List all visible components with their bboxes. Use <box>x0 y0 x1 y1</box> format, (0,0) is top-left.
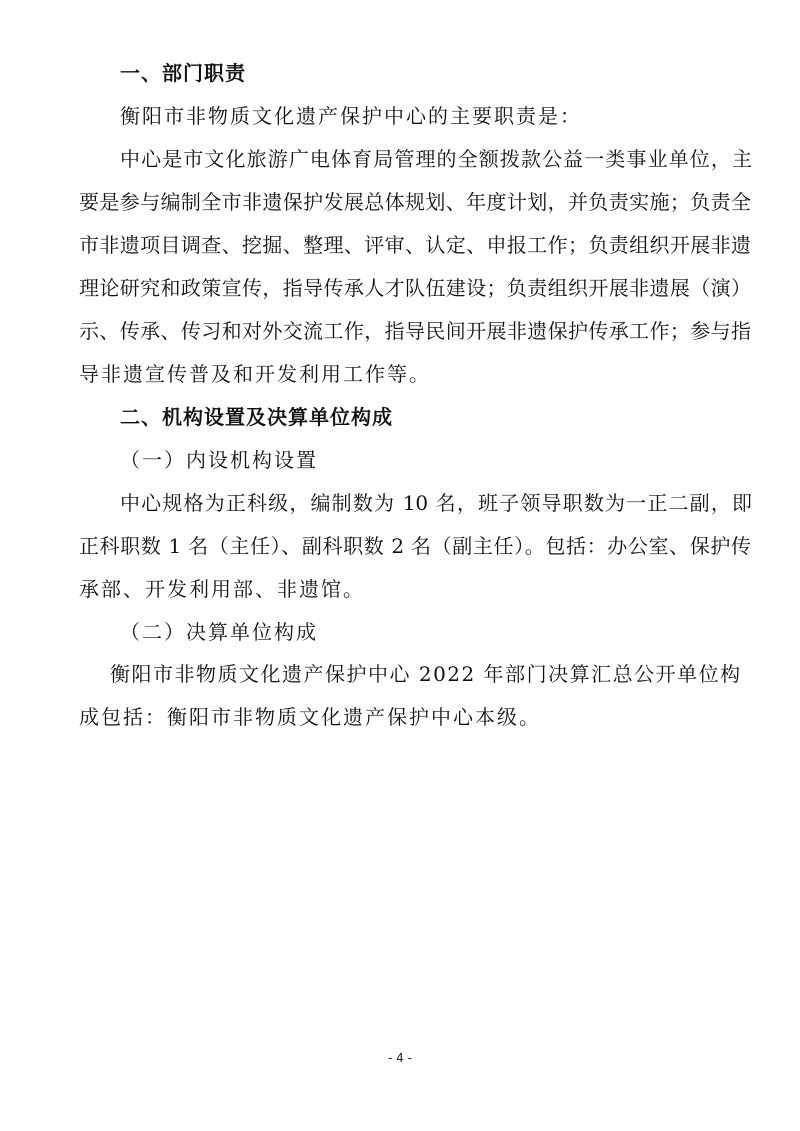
section2-sub1-line-1: 中心规格为正科级，编制数为 10 名，班子领导职数为一正二副，即 <box>120 491 752 515</box>
section2-sub1-line-2: 正科职数 1 名（主任）、副科职数 2 名（副主任）。包括：办公室、保护传 <box>79 534 751 558</box>
section2-heading: 二、机构设置及决算单位构成 <box>120 405 393 429</box>
section1-line-3: 市非遗项目调查、挖掘、整理、评审、认定、申报工作；负责组织开展非遗 <box>79 233 751 257</box>
section1-line-2: 要是参与编制全市非遗保护发展总体规划、年度计划，并负责实施；负责全 <box>79 190 751 214</box>
section1-heading: 一、部门职责 <box>120 61 246 85</box>
section2-sub1-title: （一）内设机构设置 <box>120 448 318 472</box>
section1-line-1: 中心是市文化旅游广电体育局管理的全额拨款公益一类事业单位，主 <box>120 147 752 171</box>
section2-sub2-line-1: 衡阳市非物质文化遗产保护中心 2022 年部门决算汇总公开单位构 <box>110 662 742 686</box>
section2-sub2-line-2: 成包括：衡阳市非物质文化遗产保护中心本级。 <box>79 705 541 729</box>
section2-sub2-title: （二）决算单位构成 <box>120 620 318 644</box>
page-number: - 4 - <box>388 1051 412 1065</box>
section1-line-5: 示、传承、传习和对外交流工作，指导民间开展非遗保护传承工作；参与指 <box>79 319 751 343</box>
section1-intro: 衡阳市非物质文化遗产保护中心的主要职责是： <box>120 104 582 128</box>
section2-sub1-line-3: 承部、开发利用部、非遗馆。 <box>79 577 365 601</box>
section1-line-6: 导非遗宣传普及和开发利用工作等。 <box>79 362 431 386</box>
section1-line-4: 理论研究和政策宣传，指导传承人才队伍建设；负责组织开展非遗展（演） <box>79 276 751 300</box>
